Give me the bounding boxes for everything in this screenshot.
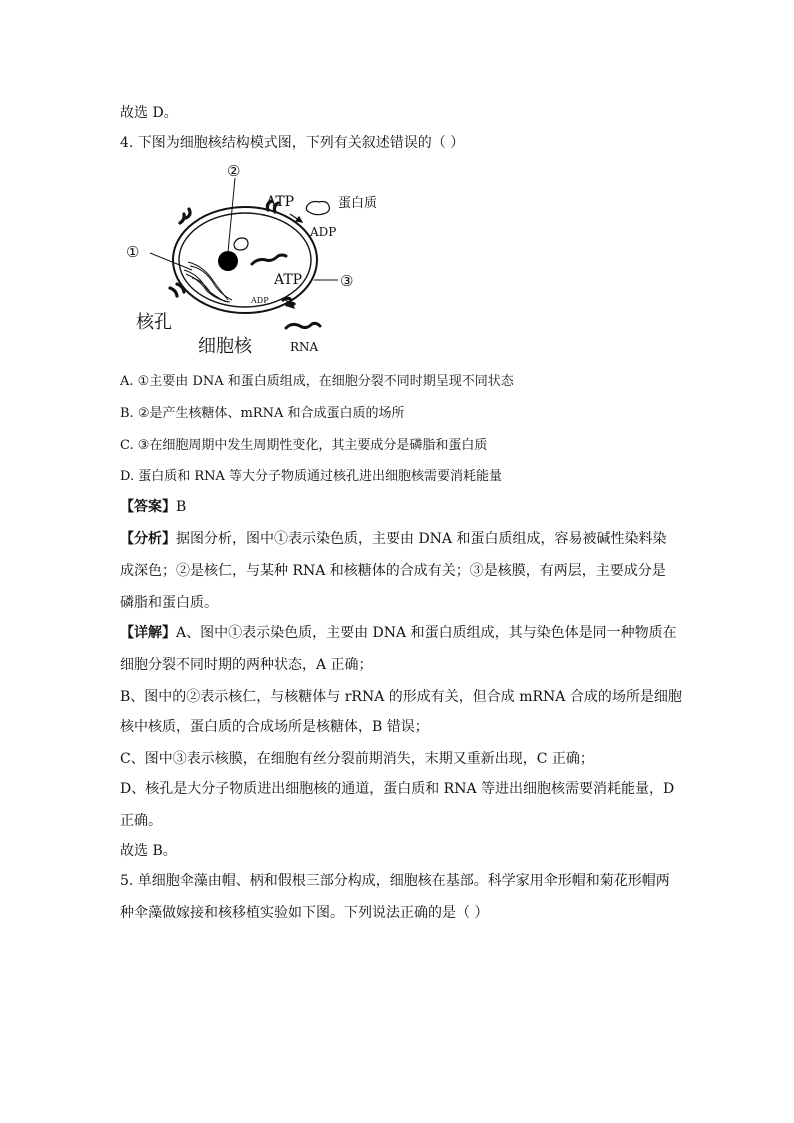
answer-line [120, 498, 186, 516]
answer-tag: 【答案】 [120, 499, 176, 515]
inner-nuclear-membrane [179, 213, 311, 307]
protein-blob-outside [306, 202, 329, 215]
detail-tag: 【详解】 [120, 625, 176, 641]
nucleus-structure-diagram [120, 158, 400, 363]
option-c: C. ③在细胞周期中发生周期性变化，其主要成分是磷脂和蛋白质 [120, 438, 488, 453]
question-5-stem-2: 种伞藻做嫁接和核移植实验如下图。下列说法正确的是（ ） [120, 905, 489, 921]
analysis-line-3: 磷脂和蛋白质。 [120, 595, 218, 611]
label-circle-1: ① [126, 243, 140, 261]
rna-strand-outside [286, 323, 320, 328]
detail-line-5: C、图中③表示核膜，在细胞有丝分裂前期消失，末期又重新出现，C 正确； [120, 751, 594, 767]
label-atp-top: ATP [266, 194, 295, 210]
analysis-line-1 [120, 530, 666, 548]
detail-line-1 [120, 624, 677, 642]
question-4-stem: 4. 下图为细胞核结构模式图，下列有关叙述错误的（ ） [120, 135, 465, 151]
option-b: B. ②是产生核糖体、mRNA 和合成蛋白质的场所 [120, 406, 405, 421]
label-adp-mid: ADP [251, 296, 269, 305]
question-4-conclusion: 故选 B。 [120, 843, 177, 859]
label-circle-2: ② [227, 162, 241, 180]
answer-value: B [176, 499, 187, 515]
detail-line-4: 核中核质，蛋白质的合成场所是核糖体，B 错误； [120, 719, 429, 735]
analysis-line-2: 成深色；②是核仁，与某种 RNA 和核糖体的合成有关；③是核膜，有两层，主要成分是 [120, 563, 666, 579]
label-protein: 蛋白质 [338, 196, 378, 211]
rna-strand-inside [252, 255, 286, 264]
prev-conclusion: 故选 D。 [120, 105, 178, 121]
label-nucleus: 细胞核 [198, 336, 252, 357]
nucleolus [218, 251, 238, 271]
option-a: A. ①主要由 DNA 和蛋白质组成，在细胞分裂不同时期呈现不同状态 [120, 374, 514, 389]
label-nuclear-pore: 核孔 [136, 312, 172, 333]
label-atp-mid: ATP [274, 272, 303, 288]
analysis-tag: 【分析】 [120, 531, 176, 547]
detail-line-3: B、图中的②表示核仁，与核糖体与 rRNA 的形成有关，但合成 mRNA 合成的场所是细胞 [120, 689, 682, 705]
outer-nuclear-membrane [173, 207, 317, 313]
detail-line-6: D、核孔是大分子物质进出细胞核的通道，蛋白质和 RNA 等进出细胞核需要消耗能量，D [120, 781, 675, 797]
question-5-stem-1: 5. 单细胞伞藻由帽、柄和假根三部分构成，细胞核在基部。科学家用伞形帽和菊花形帽两 [120, 873, 670, 889]
detail-line-2: 细胞分裂不同时期的两种状态，A 正确； [120, 657, 373, 673]
detail-text-1: A、图中①表示染色质，主要由 DNA 和蛋白质组成，其与染色体是同一种物质在 [176, 625, 677, 641]
detail-line-7: 正确。 [120, 813, 162, 829]
protein-blob-inside [234, 238, 248, 250]
analysis-text-1: 据图分析，图中①表示染色质，主要由 DNA 和蛋白质组成，容易被碱性染料染 [176, 531, 667, 547]
label-circle-3: ③ [340, 272, 354, 290]
label-rna: RNA [290, 340, 319, 354]
option-d: D. 蛋白质和 RNA 等大分子物质通过核孔进出细胞核需要消耗能量 [120, 469, 503, 484]
label-adp-top: ADP [310, 225, 337, 239]
